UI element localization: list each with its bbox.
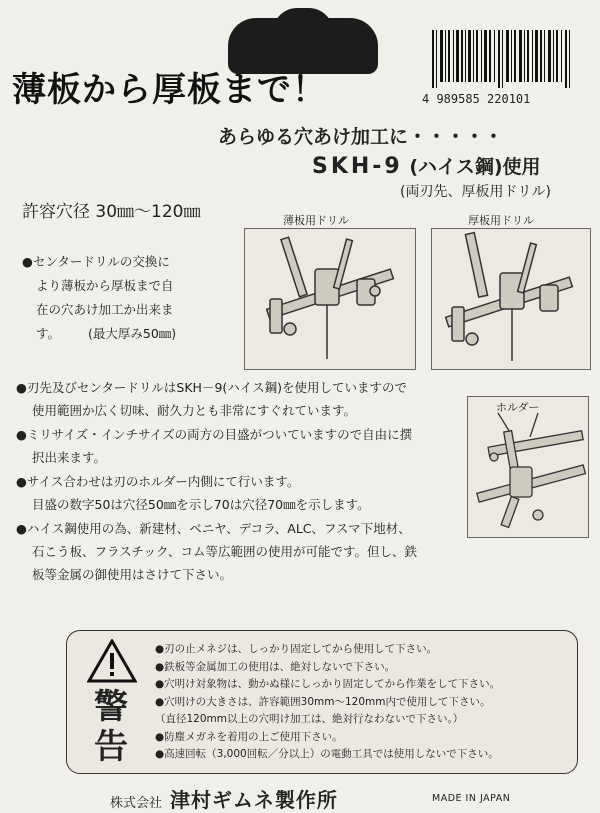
made-in-japan: MADE IN JAPAN	[432, 793, 511, 804]
bullet-1	[16, 376, 476, 422]
holder-diagram-panel	[467, 396, 589, 538]
barcode	[432, 30, 572, 88]
permitted-diameter: 許容穴径 30㎜～120㎜	[22, 202, 201, 222]
warning-list	[155, 641, 575, 764]
thin-plate-drill-illustration	[245, 229, 415, 369]
bullet-1-line-2: 使用範囲か広く切味、耐久力とも非常にすぐれています。	[32, 403, 357, 418]
subhead-skh9	[312, 152, 541, 179]
skh9-label: SKH-9	[312, 154, 403, 179]
thin-plate-drill-panel	[244, 228, 416, 370]
intro-max-thickness: (最大厚み50㎜)	[88, 326, 177, 341]
warning-item: ●穴明け対象物は、動かぬ様にしっかり固定してから作業をして下さい。	[155, 678, 501, 690]
intro-line-3: 在の穴あけ加工か出来ま	[36, 302, 174, 317]
bullet-4-line-2: 石こう板、フラスチック、コム等広範囲の使用が可能です。但し、鉄	[32, 544, 418, 559]
barcode-number: 4 989585 220101	[422, 92, 531, 106]
bullet-2-line-1: ●ミリサイズ・インチサイズの両方の目盛がついていますので自由に撰	[16, 427, 413, 442]
intro-line-1: ●センタードリルの交換に	[22, 254, 170, 269]
bullet-2-line-2: 択出来ます。	[32, 450, 107, 465]
bullet-3-line-2: 目盛の数字50は穴径50㎜を示し70は穴径70㎜を示します。	[32, 497, 370, 512]
bullet-3-line-1: ●サイス合わせは刃のホルダー内側にて行います。	[16, 474, 300, 489]
intro-text	[22, 250, 227, 346]
company-brand: 津村ギムネ製作所	[170, 788, 338, 812]
bullet-4-line-3: 板等金属の御使用はさけて下さい。	[32, 567, 233, 582]
skh9-rest: (ハイス鋼)使用	[409, 156, 541, 178]
bullet-3	[16, 470, 476, 516]
thick-plate-drill-panel	[431, 228, 591, 370]
subhead-double-blade: (両刃先、厚板用ドリル)	[400, 184, 551, 200]
warning-item: （直径120mm以上の穴明け加工は、絶対行なわないで下さい。）	[155, 713, 464, 725]
bullet-1-line-1: ●刃先及びセンタードリルはSKH－9(ハイス鋼)を使用していますので	[16, 380, 408, 395]
warning-item: ●高速回転（3,000回転／分以上）の電動工具では使用しないで下さい。	[155, 748, 499, 760]
warning-title: 警告	[94, 687, 128, 767]
company-name	[110, 784, 338, 813]
warning-box	[66, 630, 578, 774]
intro-line-2: より薄板から厚板まで自	[36, 278, 174, 293]
thick-plate-drill-illustration	[432, 229, 590, 369]
bullet-4-line-1: ●ハイス鋼使用の為、新建材、ベニヤ、デコラ、ALC、フスマ下地材、	[16, 521, 411, 536]
intro-line-4-text: す。	[36, 326, 61, 341]
warning-item: ●穴明けの大きさは、許容範囲30mm～120mm内で使用して下さい。	[155, 695, 491, 708]
warning-item: ●防塵メガネを着用の上ご使用下さい。	[155, 730, 343, 743]
thin-plate-label: 薄板用ドリル	[283, 214, 349, 227]
company-prefix: 株式会社	[110, 796, 163, 811]
feature-bullets	[16, 376, 476, 587]
subhead-any-hole: あらゆる穴あけ加工に・・・・・	[218, 126, 504, 148]
holder-diagram-illustration	[468, 397, 588, 537]
warning-item: ●刃の止メネジは、しっかり固定してから使用して下さい。	[155, 643, 438, 655]
bullet-2	[16, 423, 476, 469]
bullet-4	[16, 517, 476, 586]
intro-line-4	[22, 322, 227, 346]
thick-plate-label: 厚板用ドリル	[468, 214, 534, 227]
holder-label: ホルダー	[496, 401, 540, 414]
warning-triangle-icon	[87, 639, 137, 683]
headline: 薄板から厚板まで！	[12, 70, 327, 110]
warning-item: ●鉄板等金属加工の使用は、絶対しないで下さい。	[155, 660, 396, 673]
